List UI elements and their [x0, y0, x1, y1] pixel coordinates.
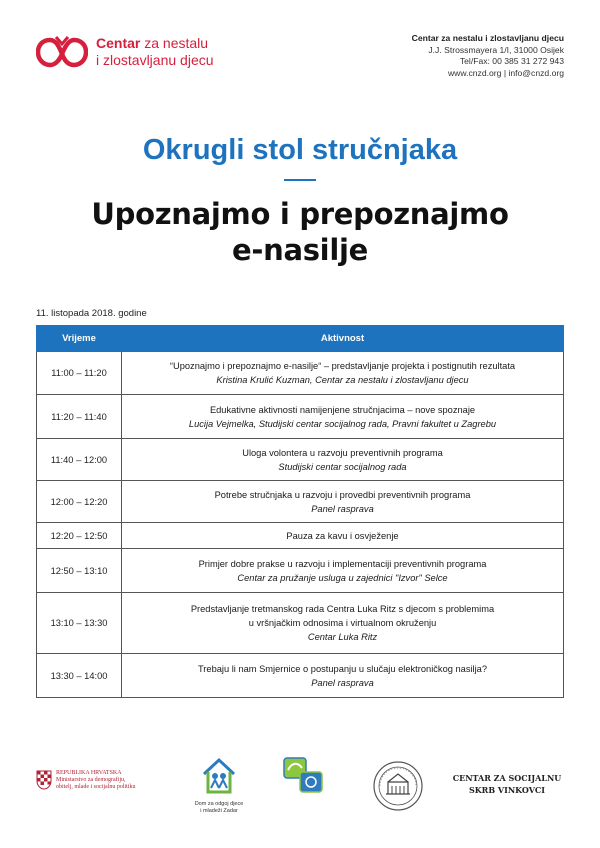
row-time: 13:10 – 13:30	[37, 593, 122, 654]
contact-web[interactable]: www.cnzd.org | info@cnzd.org	[447, 67, 564, 78]
activity-speaker: Panel rasprava	[311, 503, 374, 514]
row-time: 12:20 – 12:50	[37, 523, 122, 549]
activity-title-line2: u vršnjačkim odnosima i virtualnom okruženju	[248, 618, 437, 628]
contact-org: Centar za nestalu i zlostavljanu djecu	[411, 33, 564, 43]
activity-speaker: Kristina Krulić Kuzman, Centar za nestalu i zlostavljanu djecu	[216, 375, 469, 385]
activity-speaker: Centar Luka Ritz	[307, 632, 378, 642]
table-row	[37, 523, 564, 549]
row-time: 12:00 – 12:20	[37, 481, 122, 523]
header-time: Vrijeme	[37, 326, 122, 352]
partner-logos	[36, 756, 564, 826]
activity-title-line1: Predstavljanje tretmanskog rada Centra Luka Ritz s djecom s problemima	[190, 604, 495, 614]
croatian-coat-of-arms-icon	[36, 770, 52, 790]
activity-title: Uloga volontera u razvoju preventivnih programa	[242, 447, 443, 458]
infinity-heart-logo-icon	[36, 32, 88, 72]
dom-zadar-text	[184, 801, 254, 815]
row-time: 13:30 – 14:00	[37, 654, 122, 698]
event-date: 11. listopada 2018. godine	[36, 308, 147, 319]
dom-line2: i mladeži Zadar	[200, 808, 238, 814]
activity-speaker: Panel rasprava	[311, 677, 374, 688]
event-subtitle	[0, 196, 600, 268]
activity-title: Trebaju li nam Smjernice o postupanju u slučaju elektroničkog nasilja?	[197, 663, 488, 674]
ministry-logo	[36, 770, 156, 791]
title-divider	[284, 179, 316, 181]
table-row	[37, 654, 564, 698]
row-activity	[122, 481, 564, 523]
row-activity	[122, 549, 564, 593]
event-title: Okrugli stol stručnjaka	[142, 134, 458, 166]
czss-line1: CENTAR ZA SOCIJALNU	[452, 773, 562, 783]
activity-title: Edukativne aktivnosti namijenjene stručnjacima – nove spoznaje	[209, 404, 476, 415]
organization-logo	[36, 28, 266, 76]
logo-text-bold: Centar	[96, 35, 141, 51]
table-row	[37, 593, 564, 654]
row-activity	[122, 654, 564, 698]
logo-text-line2: i zlostavljanu djecu	[96, 52, 214, 68]
table-row	[37, 549, 564, 593]
logo-text-rest: za nestalu	[140, 35, 209, 51]
dom-line1: Dom za odgoj djece	[194, 801, 244, 807]
row-activity	[122, 395, 564, 439]
activity-title: Potrebe stručnjaka u razvoju i provedbi preventivnih programa	[214, 489, 471, 500]
table-header-row	[37, 326, 564, 352]
logo-text	[96, 35, 214, 69]
house-children-icon	[200, 756, 238, 796]
contact-address: J.J. Strossmayera 1/I, 31000 Osijek	[428, 44, 564, 55]
dom-zadar-logo	[184, 756, 254, 815]
czss-vinkovci-logo	[450, 772, 564, 796]
table-row	[37, 439, 564, 481]
schedule-table	[36, 325, 564, 698]
activity-title: Pauza za kavu i osvježenje	[286, 530, 399, 541]
subtitle-line2: e-nasilje	[232, 233, 368, 267]
contact-block	[412, 33, 564, 79]
header-activity: Aktivnost	[122, 326, 564, 352]
ministry-text	[56, 770, 136, 791]
activity-title: Primjer dobre prakse u razvoju i implementaciji preventivnih programa	[198, 558, 487, 569]
row-activity	[122, 523, 564, 549]
row-time: 11:20 – 11:40	[37, 395, 122, 439]
activity-speaker: Studijski centar socijalnog rada	[278, 461, 407, 472]
partner-badge-logo-icon	[282, 756, 326, 796]
row-activity	[122, 593, 564, 654]
contact-phone: Tel/Fax: 00 385 31 272 943	[459, 56, 564, 67]
ministry-line2: Ministarstvo za demografiju,	[56, 777, 126, 783]
row-time: 11:00 – 11:20	[37, 352, 122, 395]
university-seal-icon	[372, 760, 424, 812]
row-time: 12:50 – 13:10	[37, 549, 122, 593]
table-row	[37, 352, 564, 395]
ministry-line1: REPUBLIKA HRVATSKA	[56, 770, 122, 776]
row-time: 11:40 – 12:00	[37, 439, 122, 481]
czss-line2: SKRB VINKOVCI	[468, 785, 546, 795]
ministry-line3: obitelj, mlade i socijalnu politiku	[56, 784, 136, 790]
subtitle-line1: Upoznajmo i prepoznajmo	[91, 197, 509, 231]
activity-speaker: Lucija Vejmelka, Studijski centar socijalnog rada, Pravni fakultet u Zagrebu	[188, 418, 497, 429]
table-row	[37, 395, 564, 439]
activity-title: “Upoznajmo i prepoznajmo e-nasilje“ – predstavljanje projekta i postignutih rezultata	[169, 361, 516, 371]
row-activity	[122, 439, 564, 481]
table-row	[37, 481, 564, 523]
activity-speaker: Centar za pružanje usluga u zajednici "Izvor" Selce	[237, 572, 448, 583]
row-activity	[122, 352, 564, 395]
